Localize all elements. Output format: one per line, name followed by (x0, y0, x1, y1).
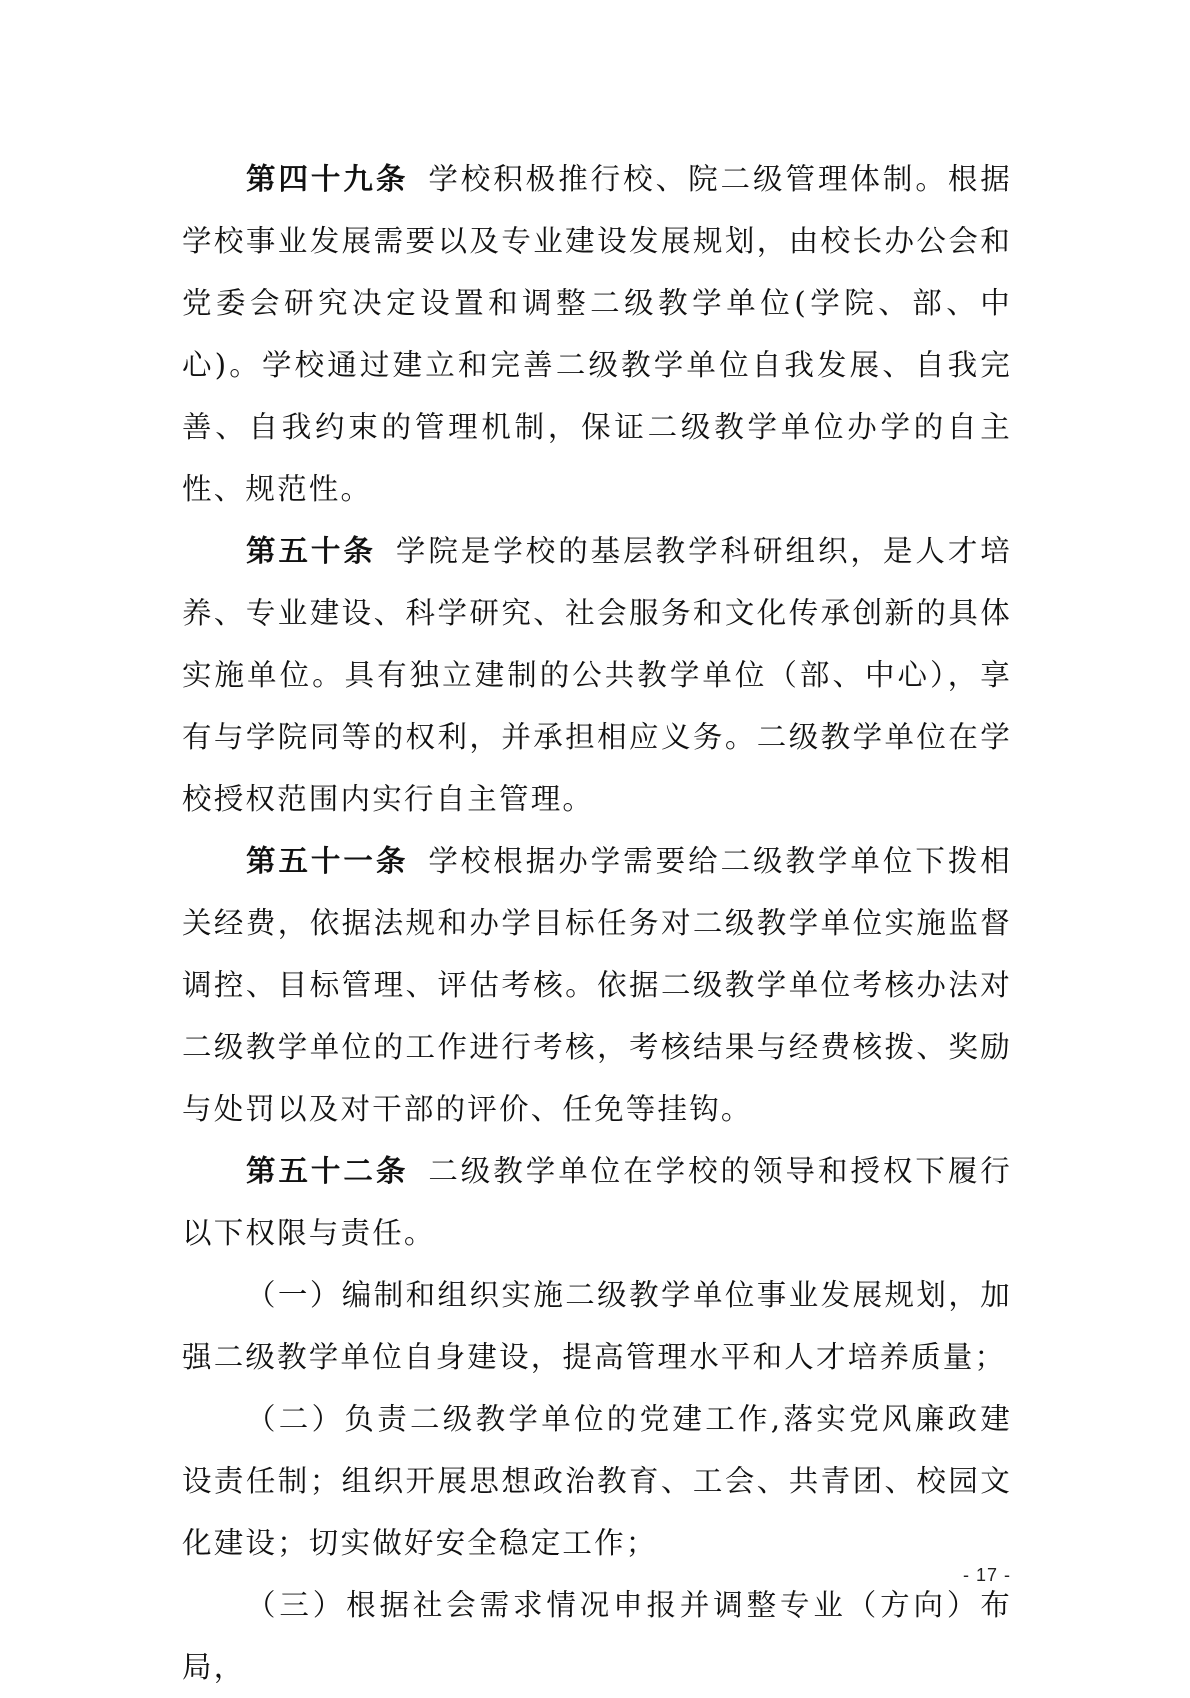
article-51-paragraph (182, 830, 1012, 1140)
article-50-text: 学院是学校的基层教学科研组织，是人才培养、专业建设、科学研究、社会服务和文化传承创新的具体实施单位。具有独立建制的公共教学单位（部、中心），享有与学院同等的权利，并承担相应义务。二级教学单位在学校授权范围内实行自主管理。 (182, 534, 1012, 816)
article-52-text: 二级教学单位在学校的领导和授权下履行以下权限与责任。 (182, 1154, 1012, 1250)
article-49-heading: 第四十九条 (246, 161, 409, 196)
article-49-text: 学校积极推行校、院二级管理体制。根据学校事业发展需要以及专业建设发展规划，由校长办公会和党委会研究决定设置和调整二级教学单位(学院、部、中心)。学校通过建立和完善二级教学单位自我发展、自我完善、自我约束的管理机制，保证二级教学单位办学的自主性、规范性。 (182, 162, 1012, 506)
article-52-heading: 第五十二条 (246, 1153, 409, 1188)
document-body (182, 148, 1012, 1698)
article-51-heading: 第五十一条 (246, 843, 409, 878)
article-52-paragraph (182, 1140, 1012, 1264)
article-49-paragraph (182, 148, 1012, 520)
article-50-paragraph (182, 520, 1012, 830)
article-51-text: 学校根据办学需要给二级教学单位下拨相关经费，依据法规和办学目标任务对二级教学单位实施监督调控、目标管理、评估考核。依据二级教学单位考核办法对二级教学单位的工作进行考核，考核结果与经费核拨、奖励与处罚以及对干部的评价、任免等挂钩。 (182, 844, 1012, 1126)
list-item-2-text: （二）负责二级教学单位的党建工作,落实党风廉政建设责任制；组织开展思想政治教育、工会、共青团、校园文化建设；切实做好安全稳定工作； (182, 1402, 1012, 1560)
page-number: - 17 - (963, 1565, 1012, 1585)
list-item-3 (182, 1574, 1012, 1698)
list-item-1-text: （一）编制和组织实施二级教学单位事业发展规划，加强二级教学单位自身建设，提高管理水平和人才培养质量； (182, 1278, 1012, 1374)
list-item-2 (182, 1388, 1012, 1574)
list-item-1 (182, 1264, 1012, 1388)
article-50-heading: 第五十条 (246, 533, 376, 568)
list-item-3-text: （三）根据社会需求情况申报并调整专业（方向）布局， (182, 1588, 1012, 1684)
